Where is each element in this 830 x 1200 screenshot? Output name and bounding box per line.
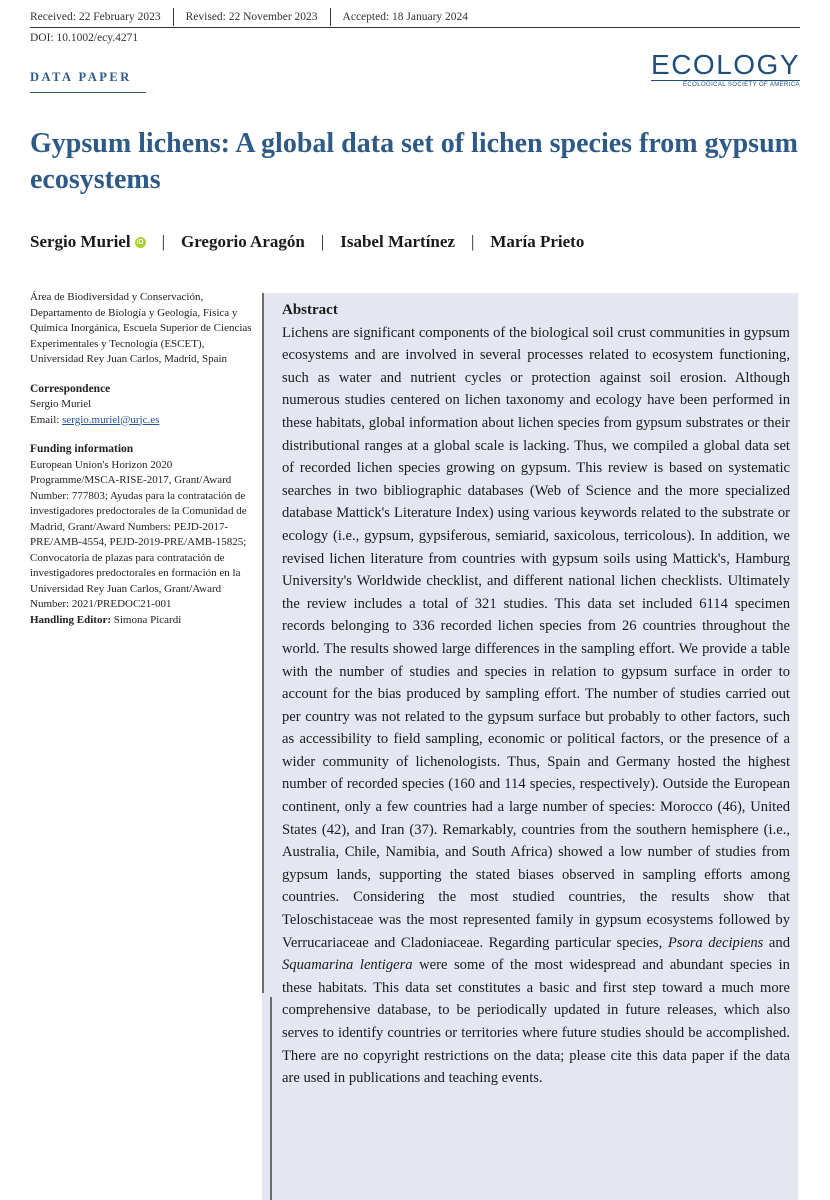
orcid-icon[interactable]: iD [136, 238, 144, 246]
paper-title: Gypsum lichens: A global data set of lichen species from gypsum ecosystems [30, 128, 798, 195]
email-link[interactable]: sergio.muriel@urjc.es [62, 413, 160, 426]
author-name[interactable]: Gregorio Aragón [180, 232, 305, 251]
funding-section [30, 442, 255, 628]
author-name[interactable]: Isabel Martínez [340, 232, 455, 251]
affiliation: Área de Biodiversidad y Conservación, Departamento de Biología y Geología, Física y Química Inorgánica, Escuela Superior de Ciencias Experimentales y Tecnología (ESCET), Universidad Rey Juan Carlos, Madrid, Spain [30, 291, 252, 365]
author-list [30, 232, 584, 252]
handling-editor-name: Simona Picardi [113, 613, 182, 626]
accepted-date: Accepted: 18 January 2024 [330, 8, 481, 26]
handling-editor-label: Handling Editor: [30, 613, 111, 626]
abstract-body-part1: Lichens are significant components of the biological soil crust communities in gypsum ecosystems and are involved in several processes related to ecosystem functioning, such as water and nutrient cycles or protection against soil erosion. Although numerous studies centered on lichen taxonomy and ecology have been performed in these habitats, global information about lichen species from gypsum substrates or their distributional ranges at a global scale is lacking. Thus, we compiled a global data set of recorded lichen species growing on gypsum. This review is based on systematic searches in two bibliographic databases (Web of Science and the more specialized database Mattick's Literature Index) using various keywords related to the substrate or ecology (i.e., gypsum, gypsiferous, semiarid, saxicolous, terricolous). In addition, we revised lichen literature from countries with gypsum soils using Mattick's, Hamburg University's Worldwide checklist, and different national lichen checklists. Ultimately the review includes a total of 321 studies. This data set included 6114 specimen records belonging to 336 recorded lichen species from 26 countries throughout the world. The results showed large differences in the sampling effort. We provide a table with the number of studies and species in relation to gypsum surface in order to account for the bias produced by sampling effort. The number of studies carried out per country was not related to the gypsum surface but probably to other factors, such as accessibility to field sampling, economic or political factors, or the presence of a wider community of lichenologists. Thus, Spain and Germany hosted the highest number of recorded species (160 and 114 species, respectively). Outside the European continent, only a few countries had a large number of species: Morocco (46), United States (42), and Iran (37). Remarkably, countries from the southern hemisphere (i.e., Australia, Chile, Namibia, and South Africa) showed a low number of studies from gypsum lands, supporting the stated biases observed in sampling efforts among countries. Considering the most studied countries, the results show that Teloschistaceae was the most represented family in gypsum ecosystems followed by Verrucariaceae and Cladoniaceae. Regarding particular species, [282, 324, 790, 951]
abstract [282, 299, 790, 1090]
author-name[interactable]: Sergio Muriel [30, 232, 131, 251]
handling-editor [30, 613, 255, 629]
journal-society: ECOLOGICAL SOCIETY OF AMERICA [651, 80, 800, 88]
received-date: Received: 22 February 2023 [30, 11, 161, 23]
abstract-left-rule-continued [270, 997, 272, 1200]
correspondence-heading: Correspondence [30, 382, 111, 395]
revised-date: Revised: 22 November 2023 [173, 8, 330, 26]
correspondence-name: Sergio Muriel [30, 398, 92, 410]
species-name: Squamarina lentigera [282, 957, 413, 974]
funding-heading: Funding information [30, 443, 134, 455]
correspondence-email-line [30, 413, 255, 429]
author-separator: | [320, 232, 325, 251]
article-dates [30, 8, 480, 26]
abstract-left-rule [262, 293, 264, 993]
author-separator: | [161, 232, 165, 251]
article-type-underline [30, 92, 146, 93]
journal-logo [651, 50, 800, 88]
header-divider [30, 27, 800, 28]
article-info-sidebar [30, 290, 255, 628]
funding-text: European Union's Horizon 2020 Programme/MSCA-RISE-2017, Grant/Award Number: 777803; Ayudas para la contratación de investigadores predoctorales de la Comunidad de Madrid, Grant/Award Numbers: PEJD-2017-PRE/AMB-4554, PEJD-2019-PRE/AMB-15825; Convocatoria de plazas para contratación de investigadores predoctorales en formación en la Universidad Rey Juan Carlos, Grant/Award Number: 2021/PREDOC21-001 [30, 458, 247, 610]
abstract-body-part2: were some of the most widespread and abundant species in these habitats. This data set constitutes a basic and first step toward a much more comprehensive database, to be periodically updated in future releases, which also serves to identify countries or territories where future studies should be accomplished. There are no copyright restrictions on the data; please cite this data paper if the data are used in publications and teaching events. [282, 957, 790, 1087]
species-name: Psora decipiens [667, 934, 764, 951]
abstract-heading: Abstract [282, 302, 338, 318]
author-separator: | [470, 232, 475, 251]
doi[interactable]: DOI: 10.1002/ecy.4271 [30, 32, 139, 44]
journal-name: ECOLOGY [651, 49, 800, 80]
email-label: Email: [30, 413, 63, 426]
article-type: DATA PAPER [30, 70, 132, 84]
correspondence-section [30, 382, 255, 429]
author-name[interactable]: María Prieto [490, 232, 585, 251]
abstract-conjunction: and [763, 934, 790, 951]
